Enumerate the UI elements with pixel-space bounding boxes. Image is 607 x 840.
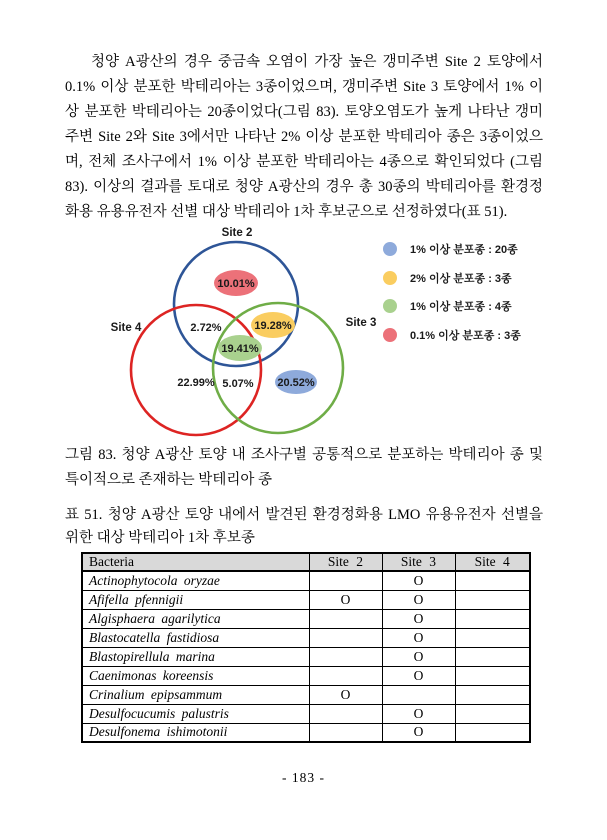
table-row — [82, 609, 530, 628]
bacteria-table — [81, 552, 531, 743]
region-site2-site3-value: 19.28% — [254, 320, 292, 332]
presence-mark-site2 — [309, 628, 382, 647]
table-title-line: 위한 대상 박테리아 1차 후보종 — [65, 530, 255, 546]
region-site3-site4-value: 5.07% — [222, 378, 254, 390]
presence-mark-site2 — [309, 704, 382, 723]
venn-diagram — [93, 225, 403, 443]
caption-line: 그림 83. 청양 A광산 토양 내 조사구별 공통적으로 분포하는 박테리아 종 및 — [65, 447, 543, 463]
presence-mark-site2 — [309, 647, 382, 666]
legend-dot-icon — [383, 328, 397, 342]
paragraph-line: 83). 이상의 결과를 토대로 청양 A광산의 경우 총 30종의 박테리아를 환경정 — [65, 179, 543, 195]
table-row — [82, 628, 530, 647]
table-title-line: 표 51. 청양 A광산 토양 내에서 발견된 환경정화용 LMO 유용유전자 선별을 — [65, 507, 543, 523]
bacteria-name: Actinophytocola oryzae — [82, 571, 309, 590]
legend-item — [383, 292, 521, 321]
paragraph-line: 상 분포한 박테리아는 20종이었다(그림 83). 토양오염도가 높게 나타난 갱미 — [65, 104, 543, 120]
bacteria-name: Afifella pfennigii — [82, 590, 309, 609]
table-row — [82, 647, 530, 666]
presence-mark-site3: O — [382, 723, 455, 742]
table-row — [82, 666, 530, 685]
legend-label: 1% 이상 분포종 : 20종 — [410, 244, 518, 257]
presence-mark-site2 — [309, 666, 382, 685]
venn-legend — [383, 235, 521, 349]
table-header-site4: Site 4 — [455, 553, 530, 571]
figure-caption — [65, 443, 543, 493]
site2-label: Site 2 — [221, 227, 253, 239]
presence-mark-site4 — [455, 666, 530, 685]
paragraph-line: 청양 A광산의 경우 중금속 오염이 가장 높은 갱미주변 Site 2 토양에서 — [91, 54, 543, 70]
paragraph-line: 0.1% 이상 분포한 박테리아는 3종이었으며, 갱미주변 Site 3 토양에서 1% 이 — [65, 79, 543, 95]
presence-mark-site4 — [455, 685, 530, 704]
presence-mark-site2 — [309, 571, 382, 590]
legend-item — [383, 235, 521, 264]
table-header-row — [82, 553, 530, 571]
legend-dot-icon — [383, 299, 397, 313]
table-row — [82, 571, 530, 590]
region-site2-site4-value: 2.72% — [190, 322, 222, 334]
legend-dot-icon — [383, 271, 397, 285]
legend-label: 1% 이상 분포종 : 4종 — [410, 301, 512, 314]
legend-label: 2% 이상 분포종 : 3종 — [410, 272, 512, 285]
presence-mark-site4 — [455, 590, 530, 609]
table-header-site3: Site 3 — [382, 553, 455, 571]
presence-mark-site3: O — [382, 571, 455, 590]
presence-mark-site4 — [455, 647, 530, 666]
presence-mark-site2 — [309, 609, 382, 628]
table-header-site2: Site 2 — [309, 553, 382, 571]
bacteria-name: Crinalium epipsammum — [82, 685, 309, 704]
paragraph-line: 주변 Site 2와 Site 3에서만 나타난 2% 이상 분포한 박테리아 종은 3종이었으 — [65, 129, 543, 145]
region-site4-only-value: 22.99% — [177, 377, 215, 389]
table-row — [82, 704, 530, 723]
legend-item — [383, 264, 521, 293]
bacteria-name: Desulfocucumis palustris — [82, 704, 309, 723]
presence-mark-site3 — [382, 685, 455, 704]
region-all-sites-value: 19.41% — [221, 343, 259, 355]
caption-line: 특이적으로 존재하는 박테리아 종 — [65, 472, 272, 488]
presence-mark-site4 — [455, 723, 530, 742]
body-paragraph — [65, 50, 543, 225]
presence-mark-site3: O — [382, 704, 455, 723]
presence-mark-site4 — [455, 628, 530, 647]
bacteria-name: Desulfonema ishimotonii — [82, 723, 309, 742]
table-title — [65, 504, 543, 550]
legend-item — [383, 321, 521, 350]
bacteria-name: Caenimonas koreensis — [82, 666, 309, 685]
presence-mark-site3: O — [382, 647, 455, 666]
page-number: - 183 - — [282, 770, 325, 785]
bacteria-name: Blastocatella fastidiosa — [82, 628, 309, 647]
presence-mark-site2: O — [309, 590, 382, 609]
bacteria-name: Algisphaera agarilytica — [82, 609, 309, 628]
table-row — [82, 590, 530, 609]
presence-mark-site4 — [455, 609, 530, 628]
presence-mark-site4 — [455, 704, 530, 723]
presence-mark-site3: O — [382, 609, 455, 628]
legend-label: 0.1% 이상 분포종 : 3종 — [410, 329, 521, 342]
presence-mark-site4 — [455, 571, 530, 590]
paragraph-line: 화용 유용유전자 선별 대상 박테리아 1차 후보군으로 선정하였다(표 51). — [65, 204, 508, 220]
table-header-bacteria: Bacteria — [82, 553, 309, 571]
presence-mark-site2: O — [309, 685, 382, 704]
site3-label: Site 3 — [345, 317, 377, 329]
table-row — [82, 723, 530, 742]
bacteria-name: Blastopirellula marina — [82, 647, 309, 666]
figure-83 — [65, 225, 543, 443]
presence-mark-site3: O — [382, 590, 455, 609]
region-site2-only-value: 10.01% — [217, 278, 255, 290]
paragraph-line: 며, 전체 조사구에서 1% 이상 분포한 박테리아는 4종으로 확인되었다 (그림 — [65, 154, 543, 170]
presence-mark-site2 — [309, 723, 382, 742]
region-site3-only-value: 20.52% — [277, 377, 315, 389]
site4-label: Site 4 — [110, 322, 142, 334]
legend-dot-icon — [383, 242, 397, 256]
presence-mark-site3: O — [382, 628, 455, 647]
presence-mark-site3: O — [382, 666, 455, 685]
table-row — [82, 685, 530, 704]
